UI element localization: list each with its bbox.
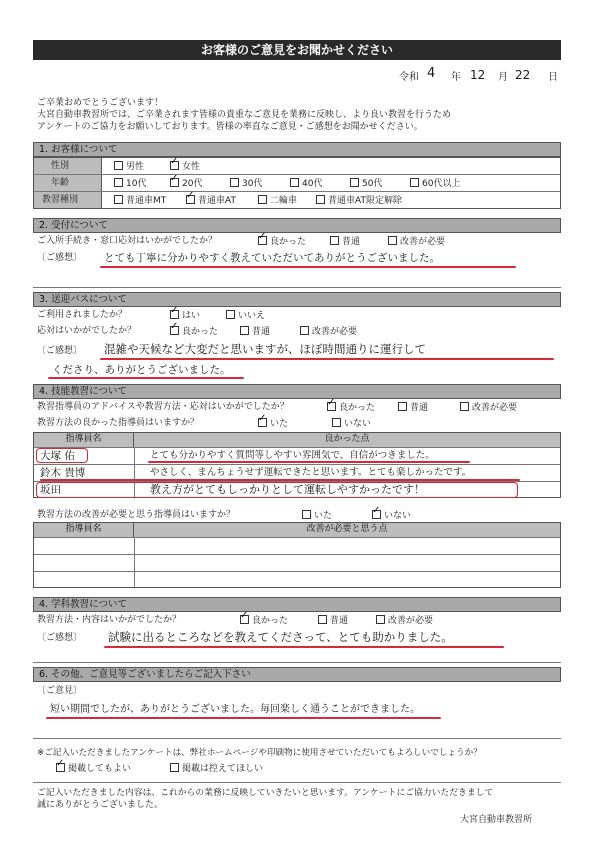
highlight-underline — [48, 377, 244, 379]
instructor-comment-1: とても分かりやすく質問等しやすい雰囲気で、自信がつきました。 — [150, 450, 435, 461]
date-month: 12 — [470, 68, 486, 82]
checkbox[interactable] — [114, 195, 123, 204]
checkbox[interactable] — [240, 326, 249, 335]
bus-comment-line-2: くださり、ありがとうございました。 — [52, 364, 231, 376]
section-other-header: 6. その他、ご意見等ございましたらご記入下さい — [33, 667, 561, 682]
publish-option-allow[interactable]: ✓掲載してもよい — [56, 763, 131, 775]
reception-option-normal[interactable]: 普通 — [330, 236, 360, 248]
highlight-underline — [104, 646, 504, 648]
instructor-name-2: 鈴木 貴博 — [40, 467, 86, 479]
column-divider — [134, 537, 135, 587]
course-option-motorcycle[interactable]: 二輪車 — [258, 195, 297, 207]
skill-question-1: 教習指導員のアドバイスや教習方法・応対はいかがでしたか？ — [37, 402, 289, 412]
bus-usage-yes[interactable]: ✓ はい — [170, 310, 200, 322]
date-year: 4 — [427, 66, 436, 81]
age-option-40s[interactable]: 40代 — [290, 178, 322, 190]
classroom-question: 教習方法・内容はいかがでしたか？ — [37, 615, 182, 625]
checkbox-checked[interactable] — [170, 326, 179, 335]
date-day-unit: 日 — [548, 72, 558, 83]
bus-service-good[interactable]: ✓ 良かった — [170, 326, 218, 338]
classroom-option-good[interactable]: ✓ 良かった — [240, 615, 288, 627]
date-day: 22 — [515, 68, 531, 82]
age-option-60plus[interactable]: 60代以上 — [410, 178, 460, 190]
intro-line-1: ご卒業おめでとうございます！ — [37, 98, 164, 108]
reception-comment-label: 〔ご感想〕 — [37, 253, 83, 263]
checkbox-checked[interactable] — [372, 510, 381, 519]
reception-option-improve[interactable]: 改善が必要 — [388, 236, 445, 248]
bus-usage-question: ご利用されましたか？ — [37, 310, 128, 320]
checkbox[interactable] — [230, 178, 239, 187]
instructor-name-3: 坂田 — [40, 484, 61, 496]
skill-good-instructor-yes[interactable]: ✓ いた — [258, 418, 288, 430]
classroom-option-normal[interactable]: 普通 — [318, 615, 348, 627]
age-option-20s[interactable]: ✓ 20代 — [170, 178, 202, 190]
bus-usage-no[interactable]: いいえ — [226, 310, 265, 322]
highlight-underline — [148, 461, 470, 463]
course-option-at[interactable]: ✓ 普通車AT — [186, 195, 236, 207]
skill-option-improve[interactable]: 改善が必要 — [460, 402, 517, 414]
col-header-instructor: 指導員名 — [34, 433, 134, 447]
course-option-mt[interactable]: 普通車MT — [114, 195, 166, 207]
row-divider — [34, 191, 560, 192]
bus-comment-label: 〔ご感想〕 — [37, 346, 83, 356]
reception-comment: とても丁寧に分かりやすく教えていただいてありがとうございました。 — [104, 252, 440, 264]
intro-line-3: アンケートのご協力をお願いしております。皆様の率直なご意見・ご感想をお聞かせください。 — [37, 122, 423, 132]
date-era: 令和 — [399, 72, 419, 83]
checkbox[interactable] — [460, 402, 469, 411]
bus-service-normal[interactable]: 普通 — [240, 326, 270, 338]
checkbox[interactable] — [114, 161, 123, 170]
organization-name: 大宮自動車教習所 — [460, 815, 533, 825]
highlight-underline — [100, 358, 554, 360]
section-customer-header: 1. お客様について — [33, 142, 561, 157]
customer-table — [33, 157, 561, 209]
row-divider — [34, 571, 560, 572]
improve-instructor-table — [33, 522, 561, 588]
row-divider — [34, 554, 560, 555]
checkbox[interactable] — [330, 236, 339, 245]
checkbox[interactable] — [398, 402, 407, 411]
other-comment-label: 〔ご意見〕 — [37, 686, 83, 696]
checkbox-checked[interactable] — [170, 178, 179, 187]
age-option-30s[interactable]: 30代 — [230, 178, 262, 190]
row-divider — [34, 447, 560, 448]
course-option-at-removal[interactable]: 普通車AT限定解除 — [316, 195, 402, 207]
skill-question-2: 教習方法の良かった指導員はいますか？ — [37, 418, 200, 428]
instructor-comment-3: 教え方がとてもしっかりとして運転しやすかったです！ — [150, 483, 425, 496]
section-divider — [33, 287, 561, 288]
checkbox-checked[interactable] — [258, 236, 267, 245]
checkbox-checked[interactable] — [327, 402, 336, 411]
checkbox[interactable] — [114, 178, 123, 187]
checkbox[interactable] — [318, 615, 327, 624]
col-header-improve-points: 改善が必要と思う点 — [134, 523, 560, 537]
highlight-box — [36, 448, 88, 463]
highlight-underline — [100, 266, 516, 268]
classroom-comment: 試験に出るところなどを教えてくださって、とても助かりました。 — [108, 630, 453, 644]
age-option-10s[interactable]: 10代 — [114, 178, 146, 190]
highlight-underline — [40, 479, 520, 481]
checkbox[interactable] — [376, 615, 385, 624]
age-label: 年齢 — [51, 178, 70, 188]
col-header-instructor-2: 指導員名 — [34, 523, 134, 537]
checkbox[interactable] — [302, 510, 311, 519]
intro-line-2: 大宮自動車教習所では、ご卒業されます皆様の貴重なご意見を業務に反映し、より良い教習を行うため — [37, 110, 452, 120]
bus-service-improve[interactable]: 改善が必要 — [300, 326, 357, 338]
checkbox-checked[interactable] — [170, 161, 179, 170]
instructor-name-1: 大塚 佑 — [40, 450, 75, 462]
checkbox[interactable] — [226, 310, 235, 319]
checkbox[interactable] — [316, 195, 325, 204]
thanks-line-1: ご記入いただきました内容は、これからの業務に反映していきたいと思います。アンケートにご協力いただきまして — [37, 788, 494, 798]
gender-label: 性別 — [51, 161, 70, 171]
skill-question-3: 教習方法の改善が必要と思う指導員はいますか？ — [37, 510, 236, 520]
date-year-unit: 年 — [451, 72, 461, 83]
highlight-underline — [46, 717, 441, 719]
row-divider — [34, 537, 560, 538]
checkbox[interactable] — [388, 236, 397, 245]
checkbox[interactable] — [332, 418, 341, 427]
classroom-option-improve[interactable]: 改善が必要 — [376, 615, 433, 627]
skill-bad-instructor-yes[interactable]: いた — [302, 510, 332, 522]
thanks-line-2: 誠にありがとうございました。 — [37, 800, 164, 810]
reception-option-good[interactable]: ✓ 良かった — [258, 236, 306, 248]
highlight-box — [36, 482, 518, 498]
gender-option-female[interactable]: ✓ 女性 — [170, 161, 200, 173]
checkbox-checked[interactable] — [170, 310, 179, 319]
skill-bad-instructor-no[interactable]: ✓ いない — [372, 510, 411, 522]
checkbox-checked[interactable] — [258, 418, 267, 427]
checkbox[interactable] — [290, 178, 299, 187]
bus-service-question: 応対はいかがでしたか？ — [37, 326, 137, 336]
row-divider — [34, 464, 560, 465]
date-month-unit: 月 — [498, 72, 508, 83]
skill-option-good[interactable]: ✓ 良かった — [327, 402, 375, 414]
other-comment: 短い期間でしたが、ありがとうございました。毎回楽しく通うことができました。 — [50, 704, 420, 715]
skill-option-normal[interactable]: 普通 — [398, 402, 428, 414]
bus-comment-line-1: 混雑や天候など大変だと思いますが、ほぼ時間通りに運行して — [104, 342, 426, 356]
checkbox[interactable] — [350, 178, 359, 187]
reception-question: ご入所手続き・窓口応対はいかがでしたか？ — [37, 236, 218, 246]
checkbox[interactable] — [258, 195, 267, 204]
section-divider — [33, 738, 561, 739]
col-header-good-points: 良かった点 — [134, 433, 560, 447]
section-bus-header: 3. 送迎バスについて — [33, 292, 561, 307]
checkbox-checked[interactable] — [56, 763, 65, 772]
publish-option-decline[interactable]: 掲載は控えてほしい — [170, 763, 263, 775]
page-title: お客様のご意見をお聞かせください — [33, 40, 561, 60]
checkbox[interactable] — [410, 178, 419, 187]
row-divider — [34, 174, 560, 175]
section-divider — [33, 782, 561, 783]
section-divider — [33, 662, 561, 663]
checkbox[interactable] — [300, 326, 309, 335]
checkbox-checked[interactable] — [240, 615, 249, 624]
section-skill-header: 4. 技能教習について — [33, 384, 561, 399]
checkbox[interactable] — [170, 763, 179, 772]
checkbox-checked[interactable] — [186, 195, 195, 204]
publish-permission-note: ※ご記入いただきましたアンケートは、弊社ホームページや印刷物に使用させていただいてもよろしいでしょうか？ — [37, 748, 482, 758]
gender-option-male[interactable]: 男性 — [114, 161, 144, 173]
skill-good-instructor-no[interactable]: いない — [332, 418, 371, 430]
course-type-label: 教習種別 — [42, 195, 79, 205]
section-reception-header: 2. 受付について — [33, 218, 561, 233]
instructor-comment-2: やさしく、まんちょうせず運転できたと思います。とても楽しかったです。 — [150, 467, 472, 478]
classroom-comment-label: 〔ご感想〕 — [37, 633, 83, 643]
section-classroom-header: 4. 学科教習について — [33, 597, 561, 612]
age-option-50s[interactable]: 50代 — [350, 178, 382, 190]
